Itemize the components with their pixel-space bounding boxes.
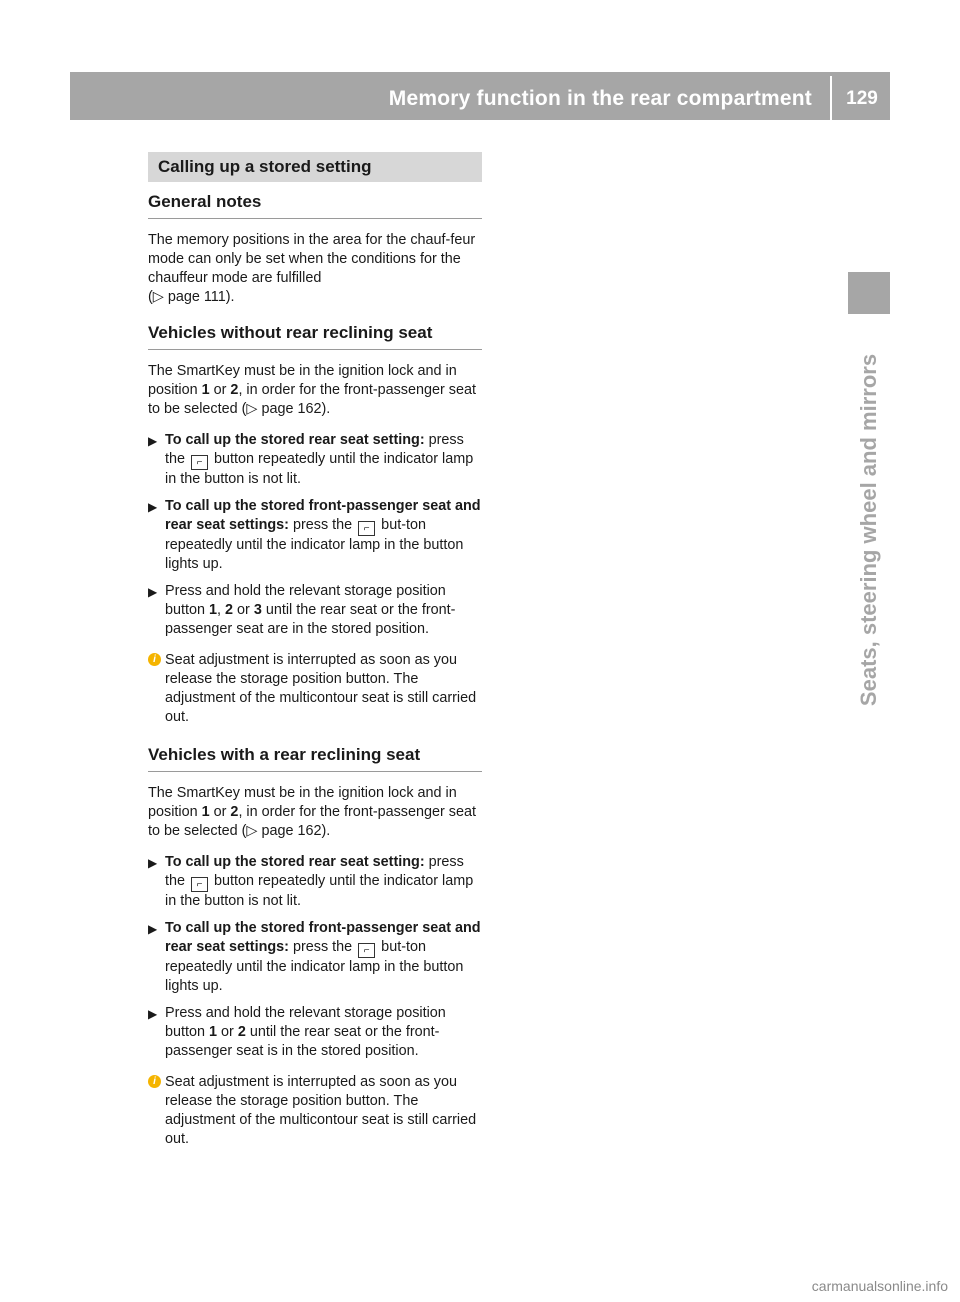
header-separator [830, 76, 832, 120]
arrow-icon: ▶ [148, 500, 158, 514]
seat-memory-button-icon: ⌐ [358, 943, 375, 958]
arrow-icon: ▶ [148, 856, 158, 870]
seat-memory-button-icon: ⌐ [358, 521, 375, 536]
without-intro: The SmartKey must be in the ignition lock and in position 1 or 2, in order for the front-passenger seat to be selected (▷ page 162). [148, 363, 477, 417]
general-notes-text: The memory positions in the area for the chauf-feur mode can only be set when the conditions for the chauffeur mode are fulfilled (▷ page 111). [148, 232, 476, 305]
heading-general-notes: General notes [148, 192, 482, 219]
arrow-icon: ▶ [148, 434, 158, 448]
arrow-icon: ▶ [148, 922, 158, 936]
seat-memory-button-icon: ⌐ [191, 455, 208, 470]
header-title: Memory function in the rear compartment [388, 87, 812, 110]
arrow-icon: ▶ [148, 585, 158, 599]
info-icon: i [148, 1075, 161, 1088]
info-note: i Seat adjustment is interrupted as soon as you release the storage position button. The adjustment of the multicontour seat is still carried out. [148, 651, 482, 727]
page-header [70, 72, 890, 120]
step-item: ▶ To call up the stored rear seat setting: press the ⌐ button repeatedly until the indicator lamp in the button is not lit. [148, 432, 474, 487]
page-reference-link[interactable]: (▷ page 111). [148, 289, 235, 305]
page-number: 129 [846, 88, 878, 109]
step-item: ▶ To call up the stored front-passenger seat and rear seat settings: press the ⌐ but-ton repeatedly until the indicator lamp in the button lights up. [148, 498, 481, 572]
arrow-icon: ▶ [148, 1007, 158, 1021]
main-content [148, 152, 482, 1167]
info-note: i Seat adjustment is interrupted as soon as you release the storage position button. The adjustment of the multicontour seat is still carried out. [148, 1073, 482, 1149]
step-item: ▶ Press and hold the relevant storage position button 1 or 2 until the rear seat or the front-passenger seat is in the stored position. [148, 1005, 446, 1059]
heading-without-reclining: Vehicles without rear reclining seat [148, 323, 482, 350]
info-icon: i [148, 653, 161, 666]
step-item: ▶ To call up the stored front-passenger seat and rear seat settings: press the ⌐ but-ton repeatedly until the indicator lamp in the button lights up. [148, 920, 481, 994]
with-intro: The SmartKey must be in the ignition lock and in position 1 or 2, in order for the front-passenger seat to be selected (▷ page 162). [148, 785, 477, 839]
watermark: carmanualsonline.info [811, 1278, 948, 1294]
chapter-title: Seats, steering wheel and mirrors [856, 353, 881, 707]
heading-with-reclining: Vehicles with a rear reclining seat [148, 745, 482, 772]
step-item: ▶ Press and hold the relevant storage position button 1, 2 or 3 until the rear seat or the front-passenger seat are in the stored position. [148, 583, 456, 637]
step-item: ▶ To call up the stored rear seat setting: press the ⌐ button repeatedly until the indicator lamp in the button is not lit. [148, 854, 474, 909]
chapter-tab [848, 272, 890, 314]
seat-memory-button-icon: ⌐ [191, 877, 208, 892]
section-title: Calling up a stored setting [148, 152, 482, 182]
